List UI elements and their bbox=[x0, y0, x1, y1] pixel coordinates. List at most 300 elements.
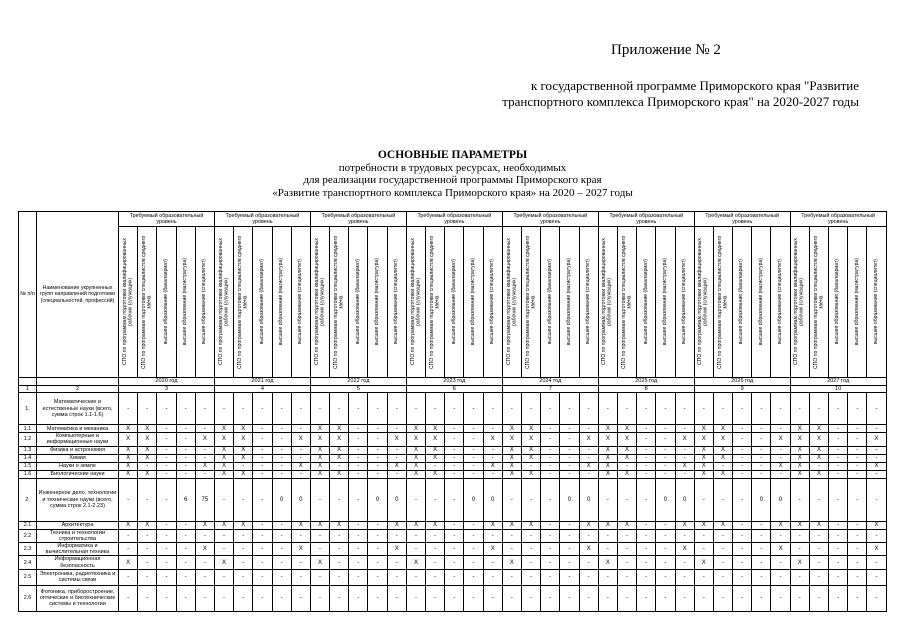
table-cell: X bbox=[867, 543, 886, 556]
table-cell: - bbox=[349, 478, 368, 521]
table-cell: X bbox=[809, 521, 828, 529]
level-subheader bbox=[291, 227, 310, 378]
table-cell: - bbox=[848, 569, 867, 585]
table-cell: - bbox=[176, 462, 195, 470]
level-subheader bbox=[502, 227, 521, 378]
table-cell: X bbox=[675, 543, 694, 556]
table-cell: - bbox=[752, 521, 771, 529]
table-cell: X bbox=[426, 446, 445, 454]
level-subheader-text: СПО по программам подготовки квалифицированных рабочих (служащих) bbox=[697, 238, 709, 366]
table-cell: - bbox=[406, 569, 425, 585]
table-cell: X bbox=[406, 425, 425, 433]
table-cell: X bbox=[522, 446, 541, 454]
level-subheader-text: высшее образование (магистратура) bbox=[181, 258, 188, 346]
level-subheader bbox=[560, 227, 579, 378]
table-cell: X bbox=[694, 556, 713, 569]
table-cell: - bbox=[464, 462, 483, 470]
level-subheader bbox=[675, 227, 694, 378]
table-cell: - bbox=[138, 393, 157, 425]
table-cell: X bbox=[330, 521, 349, 529]
table-cell: X bbox=[617, 470, 636, 478]
level-header: Требуемый образовательный уровень bbox=[502, 212, 598, 227]
table-cell: - bbox=[867, 585, 886, 611]
table-cell: - bbox=[598, 543, 617, 556]
table-cell: X bbox=[214, 462, 233, 470]
table-cell: - bbox=[675, 454, 694, 462]
table-cell: X bbox=[694, 446, 713, 454]
level-subheader bbox=[349, 227, 368, 378]
table-cell: - bbox=[406, 529, 425, 542]
table-cell: - bbox=[157, 529, 176, 542]
table-cell: - bbox=[637, 446, 656, 454]
table-cell: - bbox=[483, 585, 502, 611]
table-cell: - bbox=[560, 393, 579, 425]
table-cell: - bbox=[541, 585, 560, 611]
table-cell: - bbox=[637, 521, 656, 529]
table-cell: - bbox=[867, 478, 886, 521]
table-cell: - bbox=[617, 585, 636, 611]
table-cell: X bbox=[483, 543, 502, 556]
table-cell: - bbox=[829, 543, 848, 556]
table-cell: X bbox=[195, 433, 214, 446]
table-cell: - bbox=[675, 556, 694, 569]
table-cell: - bbox=[464, 393, 483, 425]
row-number: 1. bbox=[19, 393, 37, 425]
table-cell: - bbox=[579, 393, 598, 425]
table-cell: - bbox=[445, 433, 464, 446]
appendix-subtitle bbox=[502, 78, 859, 110]
table-cell: X bbox=[234, 425, 253, 433]
table-cell: - bbox=[637, 569, 656, 585]
table-cell: - bbox=[368, 569, 387, 585]
table-cell: X bbox=[406, 454, 425, 462]
table-cell: - bbox=[848, 543, 867, 556]
table-cell: - bbox=[809, 569, 828, 585]
table-cell: X bbox=[291, 433, 310, 446]
table-cell: - bbox=[195, 393, 214, 425]
table-cell: - bbox=[598, 585, 617, 611]
table-cell: X bbox=[713, 454, 732, 462]
table-cell: - bbox=[176, 585, 195, 611]
table-cell: - bbox=[464, 425, 483, 433]
table-cell: - bbox=[771, 446, 790, 454]
table-cell: X bbox=[579, 521, 598, 529]
table-cell: X bbox=[790, 462, 809, 470]
table-cell: - bbox=[445, 393, 464, 425]
table-cell: - bbox=[253, 556, 272, 569]
table-cell: - bbox=[541, 393, 560, 425]
table-cell: - bbox=[138, 543, 157, 556]
table-cell: - bbox=[598, 393, 617, 425]
level-header: Требуемый образовательный уровень bbox=[598, 212, 694, 227]
level-subheader bbox=[713, 227, 732, 378]
table-cell: - bbox=[522, 569, 541, 585]
table-cell: - bbox=[234, 529, 253, 542]
level-subheader-text: высшее образование (бакалавриат) bbox=[162, 259, 169, 345]
table-cell: - bbox=[617, 569, 636, 585]
table-cell: - bbox=[330, 529, 349, 542]
table-cell: 0 bbox=[387, 478, 406, 521]
column-number: 4 bbox=[214, 386, 310, 393]
table-cell: - bbox=[368, 470, 387, 478]
row-number: 2.4 bbox=[19, 556, 37, 569]
table-cell: X bbox=[310, 470, 329, 478]
table-cell: X bbox=[502, 556, 521, 569]
table-cell: - bbox=[867, 470, 886, 478]
column-number: 9 bbox=[694, 386, 790, 393]
table-cell: - bbox=[387, 425, 406, 433]
table-cell: - bbox=[387, 454, 406, 462]
table-cell: - bbox=[157, 446, 176, 454]
table-cell: - bbox=[272, 433, 291, 446]
table-cell: - bbox=[733, 569, 752, 585]
table-cell: - bbox=[330, 478, 349, 521]
table-cell: - bbox=[541, 462, 560, 470]
table-cell: - bbox=[713, 556, 732, 569]
table-cell: - bbox=[637, 454, 656, 462]
table-cell: - bbox=[253, 478, 272, 521]
level-subheader-text: высшее образование (магистратура) bbox=[469, 258, 476, 346]
table-cell: - bbox=[368, 556, 387, 569]
table-cell: - bbox=[867, 569, 886, 585]
table-cell: X bbox=[502, 425, 521, 433]
table-cell: - bbox=[848, 446, 867, 454]
table-cell: - bbox=[426, 478, 445, 521]
table-cell: - bbox=[829, 446, 848, 454]
table-cell: X bbox=[138, 446, 157, 454]
table-cell: - bbox=[579, 454, 598, 462]
table-cell: X bbox=[522, 425, 541, 433]
year-row-blank bbox=[19, 378, 37, 386]
table-cell: - bbox=[253, 433, 272, 446]
table-cell: - bbox=[464, 543, 483, 556]
table-cell: - bbox=[445, 556, 464, 569]
table-cell: X bbox=[809, 446, 828, 454]
level-subheader bbox=[541, 227, 560, 378]
level-subheader bbox=[138, 227, 157, 378]
table-cell: X bbox=[694, 433, 713, 446]
table-cell: - bbox=[234, 393, 253, 425]
table-cell: - bbox=[272, 529, 291, 542]
table-cell: - bbox=[829, 569, 848, 585]
table-cell: - bbox=[157, 454, 176, 462]
level-subheader bbox=[771, 227, 790, 378]
table-cell: X bbox=[790, 425, 809, 433]
table-cell: - bbox=[195, 425, 214, 433]
table-cell: - bbox=[214, 529, 233, 542]
table-cell: - bbox=[445, 470, 464, 478]
level-subheader-text: СПО по программам подготовки квалифицированных рабочих (служащих) bbox=[409, 238, 421, 366]
table-cell: - bbox=[483, 393, 502, 425]
table-cell: - bbox=[368, 462, 387, 470]
table-cell: - bbox=[483, 569, 502, 585]
year-header: 2022 год bbox=[310, 378, 406, 386]
level-subheader-text: высшее образование (магистратура) bbox=[853, 258, 860, 346]
row-number: 1.3 bbox=[19, 446, 37, 454]
table-cell: - bbox=[195, 569, 214, 585]
table-cell: X bbox=[790, 521, 809, 529]
table-cell: - bbox=[829, 521, 848, 529]
table-cell: - bbox=[349, 543, 368, 556]
level-subheader-text: высшее образование (специалитет) bbox=[872, 259, 879, 345]
table-cell: - bbox=[464, 585, 483, 611]
table-cell: - bbox=[579, 425, 598, 433]
table-cell: X bbox=[119, 433, 138, 446]
level-subheader bbox=[214, 227, 233, 378]
level-subheader-text: высшее образование (магистратура) bbox=[277, 258, 284, 346]
table-cell: - bbox=[522, 478, 541, 521]
table-cell: X bbox=[195, 521, 214, 529]
table-cell: - bbox=[253, 462, 272, 470]
table-cell: - bbox=[733, 425, 752, 433]
table-cell: - bbox=[733, 585, 752, 611]
table-cell: - bbox=[157, 585, 176, 611]
table-cell: - bbox=[272, 425, 291, 433]
table-cell: - bbox=[541, 425, 560, 433]
table-cell: X bbox=[809, 433, 828, 446]
table-cell: - bbox=[157, 393, 176, 425]
level-subheader bbox=[272, 227, 291, 378]
level-subheader bbox=[579, 227, 598, 378]
year-header: 2020 год bbox=[119, 378, 215, 386]
table-cell: - bbox=[406, 393, 425, 425]
level-subheader bbox=[809, 227, 828, 378]
level-subheader bbox=[176, 227, 195, 378]
table-cell: - bbox=[234, 543, 253, 556]
table-cell: X bbox=[809, 454, 828, 462]
level-subheader-text: СПО по программам подготовки квалифицированных рабочих (служащих) bbox=[217, 238, 230, 366]
table-cell: - bbox=[829, 478, 848, 521]
table-cell: X bbox=[214, 454, 233, 462]
table-cell: X bbox=[406, 556, 425, 569]
table-cell: - bbox=[387, 393, 406, 425]
level-subheader-text: СПО по программам подготовки квалифицированных рабочих (служащих) bbox=[793, 238, 805, 366]
table-cell: X bbox=[406, 470, 425, 478]
table-cell: X bbox=[579, 433, 598, 446]
table-cell: - bbox=[752, 433, 771, 446]
table-cell: X bbox=[406, 462, 425, 470]
table-cell: - bbox=[310, 478, 329, 521]
col-name-header: Наименование укрупненных групп направлений подготовки (специальностей, профессий) bbox=[37, 212, 119, 378]
table-cell: X bbox=[598, 454, 617, 462]
table-cell: - bbox=[848, 470, 867, 478]
row-name: Информатика и вычислительная техника bbox=[37, 543, 119, 556]
table-cell: - bbox=[445, 446, 464, 454]
table-cell: - bbox=[291, 556, 310, 569]
table-cell: - bbox=[387, 446, 406, 454]
table-cell: - bbox=[579, 569, 598, 585]
year-row bbox=[19, 378, 887, 386]
level-subheader-text: СПО по программам подготовки специалистов среднего звена bbox=[236, 235, 249, 369]
row-name: Информационная безопасность bbox=[37, 556, 119, 569]
table-cell: X bbox=[119, 425, 138, 433]
table-cell: X bbox=[867, 521, 886, 529]
table-cell: - bbox=[157, 433, 176, 446]
table-row bbox=[19, 393, 887, 425]
table-cell: - bbox=[138, 478, 157, 521]
row-number: 1.1 bbox=[19, 425, 37, 433]
table-cell: 6 bbox=[176, 478, 195, 521]
table-cell: - bbox=[598, 478, 617, 521]
table-cell: - bbox=[368, 446, 387, 454]
table-cell: X bbox=[713, 433, 732, 446]
table-cell: - bbox=[253, 543, 272, 556]
table-cell: - bbox=[771, 569, 790, 585]
table-cell: - bbox=[790, 529, 809, 542]
level-subheader-text: высшее образование (бакалавриат) bbox=[834, 259, 841, 345]
table-cell: - bbox=[541, 446, 560, 454]
table-cell: - bbox=[867, 446, 886, 454]
table-cell: X bbox=[214, 446, 233, 454]
table-cell: - bbox=[176, 433, 195, 446]
year-header: 2023 год bbox=[406, 378, 502, 386]
table-cell: - bbox=[771, 425, 790, 433]
table-cell: - bbox=[176, 393, 195, 425]
table-cell: - bbox=[637, 543, 656, 556]
table-cell: - bbox=[176, 446, 195, 454]
column-number-row bbox=[19, 386, 887, 393]
table-row bbox=[19, 454, 887, 462]
table-cell: X bbox=[234, 433, 253, 446]
table-cell: - bbox=[809, 543, 828, 556]
table-cell: - bbox=[637, 556, 656, 569]
level-subheader-text: высшее образование (бакалавриат) bbox=[546, 259, 553, 345]
table-cell: - bbox=[214, 585, 233, 611]
table-cell: 0 bbox=[272, 478, 291, 521]
level-header: Требуемый образовательный уровень bbox=[790, 212, 886, 227]
table-cell: X bbox=[867, 462, 886, 470]
table-cell: X bbox=[406, 446, 425, 454]
table-cell: - bbox=[617, 478, 636, 521]
table-cell: - bbox=[579, 446, 598, 454]
table-cell: - bbox=[387, 529, 406, 542]
table-cell: - bbox=[234, 556, 253, 569]
table-cell: X bbox=[502, 454, 521, 462]
table-cell: X bbox=[694, 521, 713, 529]
table-cell: - bbox=[138, 556, 157, 569]
table-cell: - bbox=[349, 393, 368, 425]
table-cell: X bbox=[330, 425, 349, 433]
table-cell: - bbox=[464, 454, 483, 462]
table-cell: X bbox=[138, 470, 157, 478]
table-cell: - bbox=[330, 569, 349, 585]
table-cell: - bbox=[656, 521, 675, 529]
table-cell: - bbox=[253, 470, 272, 478]
table-cell: X bbox=[234, 454, 253, 462]
table-cell: X bbox=[694, 462, 713, 470]
table-cell: - bbox=[483, 425, 502, 433]
table-cell: X bbox=[426, 433, 445, 446]
table-cell: - bbox=[176, 454, 195, 462]
table-cell: - bbox=[829, 433, 848, 446]
table-cell: - bbox=[617, 393, 636, 425]
table-cell: - bbox=[694, 585, 713, 611]
level-subheader bbox=[406, 227, 425, 378]
level-subheader-text: высшее образование (специалитет) bbox=[776, 259, 783, 345]
table-cell: X bbox=[522, 470, 541, 478]
table-cell: X bbox=[713, 446, 732, 454]
column-number: 2 bbox=[37, 386, 119, 393]
parameters-table bbox=[18, 211, 887, 612]
level-subheader bbox=[790, 227, 809, 378]
title-line-3: для реализации государственной программы Приморского края bbox=[303, 174, 602, 186]
table-cell: - bbox=[617, 543, 636, 556]
table-cell: X bbox=[234, 521, 253, 529]
table-cell: - bbox=[560, 425, 579, 433]
table-cell: X bbox=[119, 462, 138, 470]
table-cell: X bbox=[426, 521, 445, 529]
level-subheader bbox=[617, 227, 636, 378]
table-cell: X bbox=[483, 433, 502, 446]
table-cell: - bbox=[502, 569, 521, 585]
table-cell: - bbox=[867, 556, 886, 569]
table-cell: - bbox=[790, 393, 809, 425]
table-cell: X bbox=[694, 425, 713, 433]
table-cell: X bbox=[675, 521, 694, 529]
table-cell: - bbox=[829, 529, 848, 542]
table-cell: - bbox=[848, 433, 867, 446]
table-cell: - bbox=[771, 585, 790, 611]
table-cell: - bbox=[656, 585, 675, 611]
level-subheader bbox=[310, 227, 329, 378]
table-cell: - bbox=[310, 569, 329, 585]
table-cell: X bbox=[771, 462, 790, 470]
year-header: 2026 год bbox=[694, 378, 790, 386]
table-cell: - bbox=[445, 425, 464, 433]
table-cell: - bbox=[368, 433, 387, 446]
table-cell: - bbox=[790, 585, 809, 611]
table-cell: X bbox=[617, 521, 636, 529]
row-name: Науки о земле bbox=[37, 462, 119, 470]
table-cell: - bbox=[291, 569, 310, 585]
table-cell: - bbox=[637, 478, 656, 521]
table-cell: - bbox=[272, 393, 291, 425]
table-cell: X bbox=[138, 433, 157, 446]
table-cell: - bbox=[598, 529, 617, 542]
table-cell: - bbox=[694, 543, 713, 556]
table-cell: - bbox=[713, 569, 732, 585]
table-cell: X bbox=[675, 433, 694, 446]
table-cell: 0 bbox=[656, 478, 675, 521]
table-cell: X bbox=[713, 521, 732, 529]
table-row bbox=[19, 446, 887, 454]
level-subheader bbox=[387, 227, 406, 378]
row-number: 1.4 bbox=[19, 454, 37, 462]
column-number: 1 bbox=[19, 386, 37, 393]
table-cell: X bbox=[214, 470, 233, 478]
table-cell: X bbox=[310, 556, 329, 569]
table-cell: - bbox=[771, 470, 790, 478]
table-cell: - bbox=[656, 393, 675, 425]
level-subheader bbox=[848, 227, 867, 378]
table-cell: - bbox=[733, 521, 752, 529]
table-cell: - bbox=[867, 529, 886, 542]
table-cell: - bbox=[752, 585, 771, 611]
table-cell: - bbox=[675, 585, 694, 611]
table-cell: - bbox=[637, 585, 656, 611]
table-cell: - bbox=[119, 569, 138, 585]
table-cell: - bbox=[637, 529, 656, 542]
table-cell: - bbox=[119, 478, 138, 521]
table-cell: - bbox=[656, 433, 675, 446]
table-cell: X bbox=[694, 470, 713, 478]
table-cell: - bbox=[214, 569, 233, 585]
table-row bbox=[19, 529, 887, 542]
table-cell: - bbox=[694, 478, 713, 521]
table-cell: X bbox=[426, 425, 445, 433]
table-cell: - bbox=[829, 425, 848, 433]
table-cell: - bbox=[253, 529, 272, 542]
